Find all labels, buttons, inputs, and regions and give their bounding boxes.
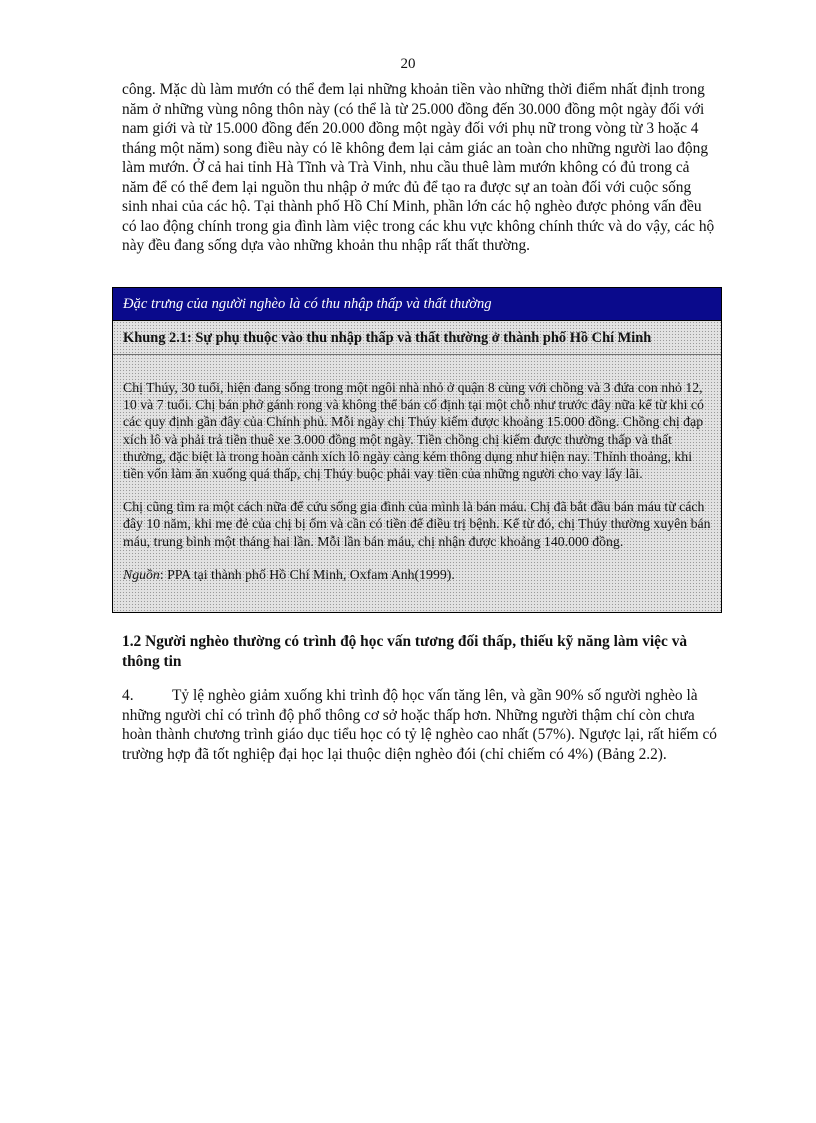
section-heading: 1.2 Người nghèo thường có trình độ học vấn tương đối thấp, thiếu kỹ năng làm việc và thông tin: [122, 633, 688, 670]
paragraph-4: [122, 686, 718, 764]
box-body: [113, 355, 721, 583]
paragraph-4-text: Tỷ lệ nghèo giảm xuống khi trình độ học vấn tăng lên, và gần 90% số người nghèo là những người chỉ có trình độ phổ thông cơ sở hoặc thấp hơn. Những người thậm chí còn chưa hoàn thành chương trình giáo dục tiểu học có tỷ lệ nghèo cao nhất (57%). Ngược lại, rất hiếm có trường hợp đã tốt nghiệp đại học lại thuộc diện nghèo đói (chỉ chiếm có 4%) (Bảng 2.2).: [122, 687, 717, 763]
box-paragraph-1: Chị Thúy, 30 tuổi, hiện đang sống trong một ngôi nhà nhỏ ở quận 8 cùng với chồng và 3 đứa con nhỏ 12, 10 và 7 tuổi. Chị bán phở gánh rong và không thể bán cố định tại một chỗ như trước đây nữa kể từ khi có các quy định gần đây của Chính phủ. Mỗi ngày chị Thúy kiếm được khoảng 15.000 đồng. Chồng chị đạp xích lô và phải trả tiền thuê xe 3.000 đồng một ngày. Tiền chồng chị kiếm được thường thấp và thất thường, đặc biệt là trong hoàn cảnh xích lô ngày càng kém thông dụng như hiện nay. Thỉnh thoảng, khi tiền vốn làm ăn xuống quá thấp, chị Thúy buộc phải vay tiền của những người cho vay lấy lãi.: [123, 380, 704, 482]
source-text: : PPA tại thành phố Hồ Chí Minh, Oxfam Anh(1999).: [159, 566, 455, 582]
paragraph-number: 4.: [122, 687, 134, 704]
box-header: Đặc trưng của người nghèo là có thu nhập thấp và thất thường: [113, 288, 721, 321]
case-study-box: [112, 287, 722, 613]
page-number: 20: [400, 56, 416, 72]
box-source: [123, 550, 711, 583]
box-paragraph-2: Chị cũng tìm ra một cách nữa để cứu sống gia đình của mình là bán máu. Chị đã bắt đầu bán máu từ cách đây 10 năm, khi mẹ đẻ của chị bị ốm và cần có tiền để điều trị bệnh. Kể từ đó, chị Thúy thường xuyên bán máu, trung bình một tháng hai lần. Mỗi lần bán máu, chị nhận được khoảng 140.000 đồng.: [123, 499, 711, 549]
source-label: Nguồn: [123, 566, 160, 582]
intro-paragraph: công. Mặc dù làm mướn có thể đem lại những khoản tiền vào những thời điểm nhất định trong năm ở những vùng nông thôn này (có thể là từ 25.000 đồng đến 30.000 đồng một ngày đối với nam giới và từ 15.000 đồng đến 20.000 đồng một ngày đối với phụ nữ trong vòng từ 3 hoặc 4 tháng một năm) song điều này có lẽ không đem lại cảm giác an toàn cho những người lao động làm mướn. Ở cả hai tỉnh Hà Tĩnh và Trà Vinh, nhu cầu thuê làm mướn không có đủ trong cả năm để có thể đem lại nguồn thu nhập ở mức đủ để tạo ra được sự an toàn đối với cuộc sống sinh nhai của các hộ. Tại thành phố Hồ Chí Minh, phần lớn các hộ nghèo được phỏng vấn đều có lao động chính trong gia đình làm việc trong các khu vực không chính thức và do vậy, các hộ này đều đang sống dựa vào những khoản thu nhập rất thất thường.: [122, 81, 715, 254]
box-title: Khung 2.1: Sự phụ thuộc vào thu nhập thấp và thất thường ở thành phố Hồ Chí Minh: [113, 321, 721, 355]
